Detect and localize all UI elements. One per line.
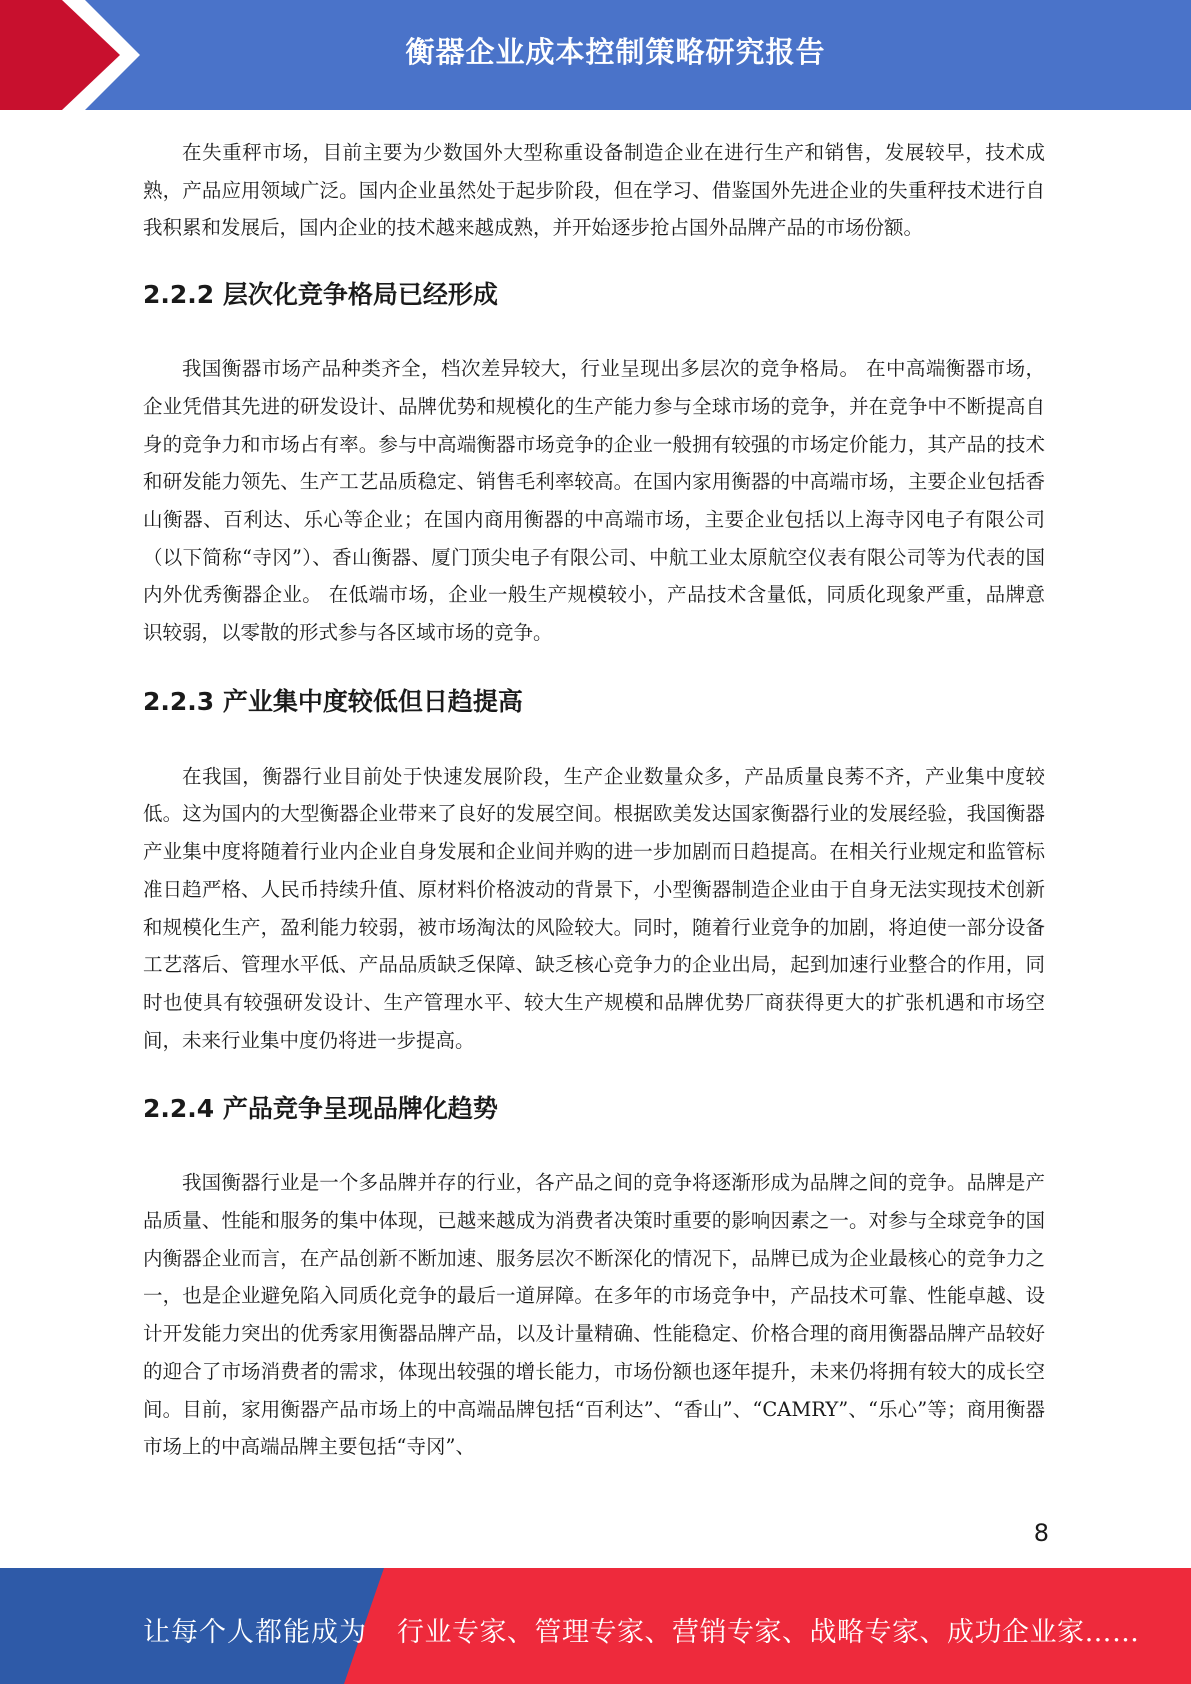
footer-slogan-left: 让每个人都能成为 <box>143 1617 367 1648</box>
intro-paragraph: 在失重秤市场，目前主要为少数国外大型称重设备制造企业在进行生产和销售，发展较早，技术成熟，产品应用领域广泛。国内企业虽然处于起步阶段，但在学习、借鉴国外先进企业的失重秤技术进行自我积累和发展后，国内企业的技术越来越成熟，并开始逐步抢占国外品牌产品的市场份额。 <box>143 141 1045 240</box>
page-content <box>143 134 1045 1466</box>
page-header <box>0 0 1191 110</box>
section-heading-2-2-2: 2.2.2 层次化竞争格局已经形成 <box>143 280 498 310</box>
section-paragraph-2-2-2: 我国衡器市场产品种类齐全，档次差异较大，行业呈现出多层次的竞争格局。 在中高端衡器市场，企业凭借其先进的研发设计、品牌优势和规模化的生产能力参与全球市场的竞争，并在竞争中不断提高自身的竞争力和市场占有率。参与中高端衡器市场竞争的企业一般拥有较强的市场定价能力，其产品的技术和研发能力领先、生产工艺品质稳定、销售毛利率较高。在国内家用衡器的中高端市场，主要企业包括香山衡器、百利达、乐心等企业；在国内商用衡器的中高端市场，主要企业包括以上海寺冈电子有限公司（以下简称“寺冈”）、香山衡器、厦门顶尖电子有限公司、中航工业太原航空仪表有限公司等为代表的国内外优秀衡器企业。 在低端市场，企业一般生产规模较小，产品技术含量低，同质化现象严重，品牌意识较弱，以零散的形式参与各区域市场的竞争。 <box>143 357 1045 645</box>
page-footer <box>0 1568 1191 1684</box>
section-paragraph-2-2-3: 在我国，衡器行业目前处于快速发展阶段，生产企业数量众多，产品质量良莠不齐，产业集中度较低。这为国内的大型衡器企业带来了良好的发展空间。根据欧美发达国家衡器行业的发展经验，我国衡器产业集中度将随着行业内企业自身发展和企业间并购的进一步加剧而日趋提高。在相关行业规定和监管标准日趋严格、人民币持续升值、原材料价格波动的背景下，小型衡器制造企业由于自身无法实现技术创新和规模化生产，盈利能力较弱，被市场淘汰的风险较大。同时，随着行业竞争的加剧，将迫使一部分设备工艺落后、管理水平低、产品品质缺乏保障、缺乏核心竞争力的企业出局，起到加速行业整合的作用，同时也使具有较强研发设计、生产管理水平、较大生产规模和品牌优势厂商获得更大的扩张机遇和市场空间，未来行业集中度仍将进一步提高。 <box>143 764 1045 1052</box>
report-title: 衡器企业成本控制策略研究报告 <box>405 35 826 69</box>
page-number: 8 <box>1033 1519 1049 1547</box>
footer-slogan-right: 行业专家、管理专家、营销专家、战略专家、成功企业家…… <box>397 1617 1140 1648</box>
section-heading-2-2-4: 2.2.4 产品竞争呈现品牌化趋势 <box>143 1094 498 1124</box>
section-heading-2-2-3: 2.2.3 产业集中度较低但日趋提高 <box>143 686 523 716</box>
section-paragraph-2-2-4: 我国衡器行业是一个多品牌并存的行业，各产品之间的竞争将逐渐形成为品牌之间的竞争。品牌是产品质量、性能和服务的集中体现，已越来越成为消费者决策时重要的影响因素之一。对参与全球竞争的国内衡器企业而言，在产品创新不断加速、服务层次不断深化的情况下，品牌已成为企业最核心的竞争力之一，也是企业避免陷入同质化竞争的最后一道屏障。在多年的市场竞争中，产品技术可靠、性能卓越、设计开发能力突出的优秀家用衡器品牌产品，以及计量精确、性能稳定、价格合理的商用衡器品牌产品较好的迎合了市场消费者的需求，体现出较强的增长能力，市场份额也逐年提升，未来仍将拥有较大的成长空间。目前，家用衡器产品市场上的中高端品牌包括“百利达”、“香山”、“CAMRY”、“乐心”等；商用衡器市场上的中高端品牌主要包括“寺冈”、 <box>143 1171 1045 1459</box>
